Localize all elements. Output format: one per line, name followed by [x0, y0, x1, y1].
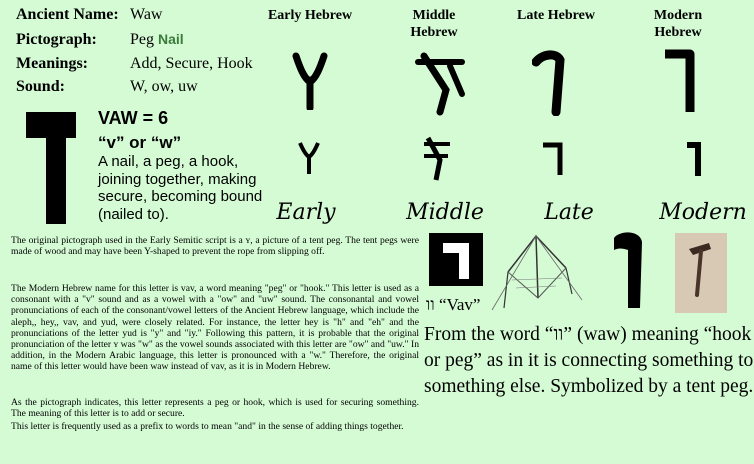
script-late: Late — [544, 200, 594, 225]
tent-sketch-image — [486, 228, 586, 316]
vaw-sound: “v” or “w” — [98, 133, 182, 152]
bold-vav-glyph — [610, 228, 646, 312]
late-hebrew-large-glyph — [532, 50, 572, 116]
paragraph-pictograph-end: , a picture of a tent peg. The tent pegs were made of wood and may have been Y-shaped to prevent the rope from slipping off. — [11, 235, 419, 258]
col-middle-hebrew: Middle Hebrew — [410, 8, 458, 40]
nail-photo — [675, 233, 727, 313]
meanings-label: Meanings: — [16, 55, 88, 72]
early-hebrew-small-glyph — [297, 140, 321, 176]
middle-hebrew-small-glyph — [418, 134, 454, 182]
sound-label: Sound: — [16, 78, 65, 95]
paragraph-pictograph — [11, 235, 419, 257]
paragraph-modern-name: The Modern Hebrew name for this letter is vav, a word meaning "peg" or "hook." This letter is used as a consonant with a "v" sound and as a vowel with a "ow" and "uw" sound. The consonantal and vowel pronunciations of each of the consonant/vowel letters of the Ancient Hebrew language, which include the aleph,, hey,, vav, and yud, were closely related. For instance, the letter hey is "h" and "eh" and the pronunciations of the letter yud is "y" and "iy." Following this pattern, it is probable that the original pronunciation of the letter ʏ was "w" as the vowel sounds associated with this letter are "ow" and "uw." In addition, in the Modern Arabic language, this letter is pronounced with a "w." Therefore, the original name of this letter would have been waw instead of vav, as it is in Modern Hebrew. — [11, 283, 419, 373]
meanings-value: Add, Secure, Hook — [130, 55, 253, 72]
col-late-hebrew: Late Hebrew — [517, 8, 595, 23]
script-modern: Modern — [659, 200, 747, 225]
modern-hebrew-large-glyph — [662, 48, 696, 116]
paragraph-prefix: This letter is frequently used as a prefix to words to mean "and" in the sense of adding things together. — [11, 421, 404, 432]
early-hebrew-large-glyph — [290, 52, 330, 110]
pictograph-nail: Nail — [158, 31, 184, 47]
col-early-hebrew: Early Hebrew — [267, 8, 353, 23]
vaw-description: A nail, a peg, a hook, joining together, making secure, becoming bound (nailed to). — [98, 153, 263, 223]
pictograph-value — [130, 31, 184, 49]
inline-y-glyph: ʏ — [245, 235, 251, 246]
sound-value: W, ow, uw — [130, 78, 198, 95]
waw-quote: From the word “וו” (waw) meaning “hook or peg” as in it is connecting something to something else. Symbolized by a tent peg. — [424, 324, 754, 397]
vav-caption: וו “Vav” — [426, 295, 481, 314]
ancient-name-value: Waw — [130, 6, 163, 23]
large-vav-letter — [24, 108, 84, 226]
modern-hebrew-small-glyph — [684, 140, 704, 178]
ancient-name-label: Ancient Name: — [16, 6, 119, 23]
pictograph-peg: Peg — [130, 31, 154, 48]
paragraph-pictograph-start: The original pictograph used in the Early Semitic script is a — [11, 235, 246, 246]
paragraph-peg-meaning: As the pictograph indicates, this letter represents a peg or hook, which is used for securing something. The meaning of this letter is to add or secure. — [11, 397, 419, 420]
pictograph-label: Pictograph: — [16, 31, 97, 48]
late-hebrew-small-glyph — [540, 141, 566, 177]
script-early: Early — [276, 200, 336, 225]
vav-square-image — [429, 233, 483, 286]
middle-hebrew-large-glyph — [410, 50, 470, 116]
vaw-title: VAW = 6 — [98, 108, 169, 128]
script-middle: Middle — [406, 200, 484, 225]
col-modern-hebrew: Modern Hebrew — [653, 8, 703, 40]
